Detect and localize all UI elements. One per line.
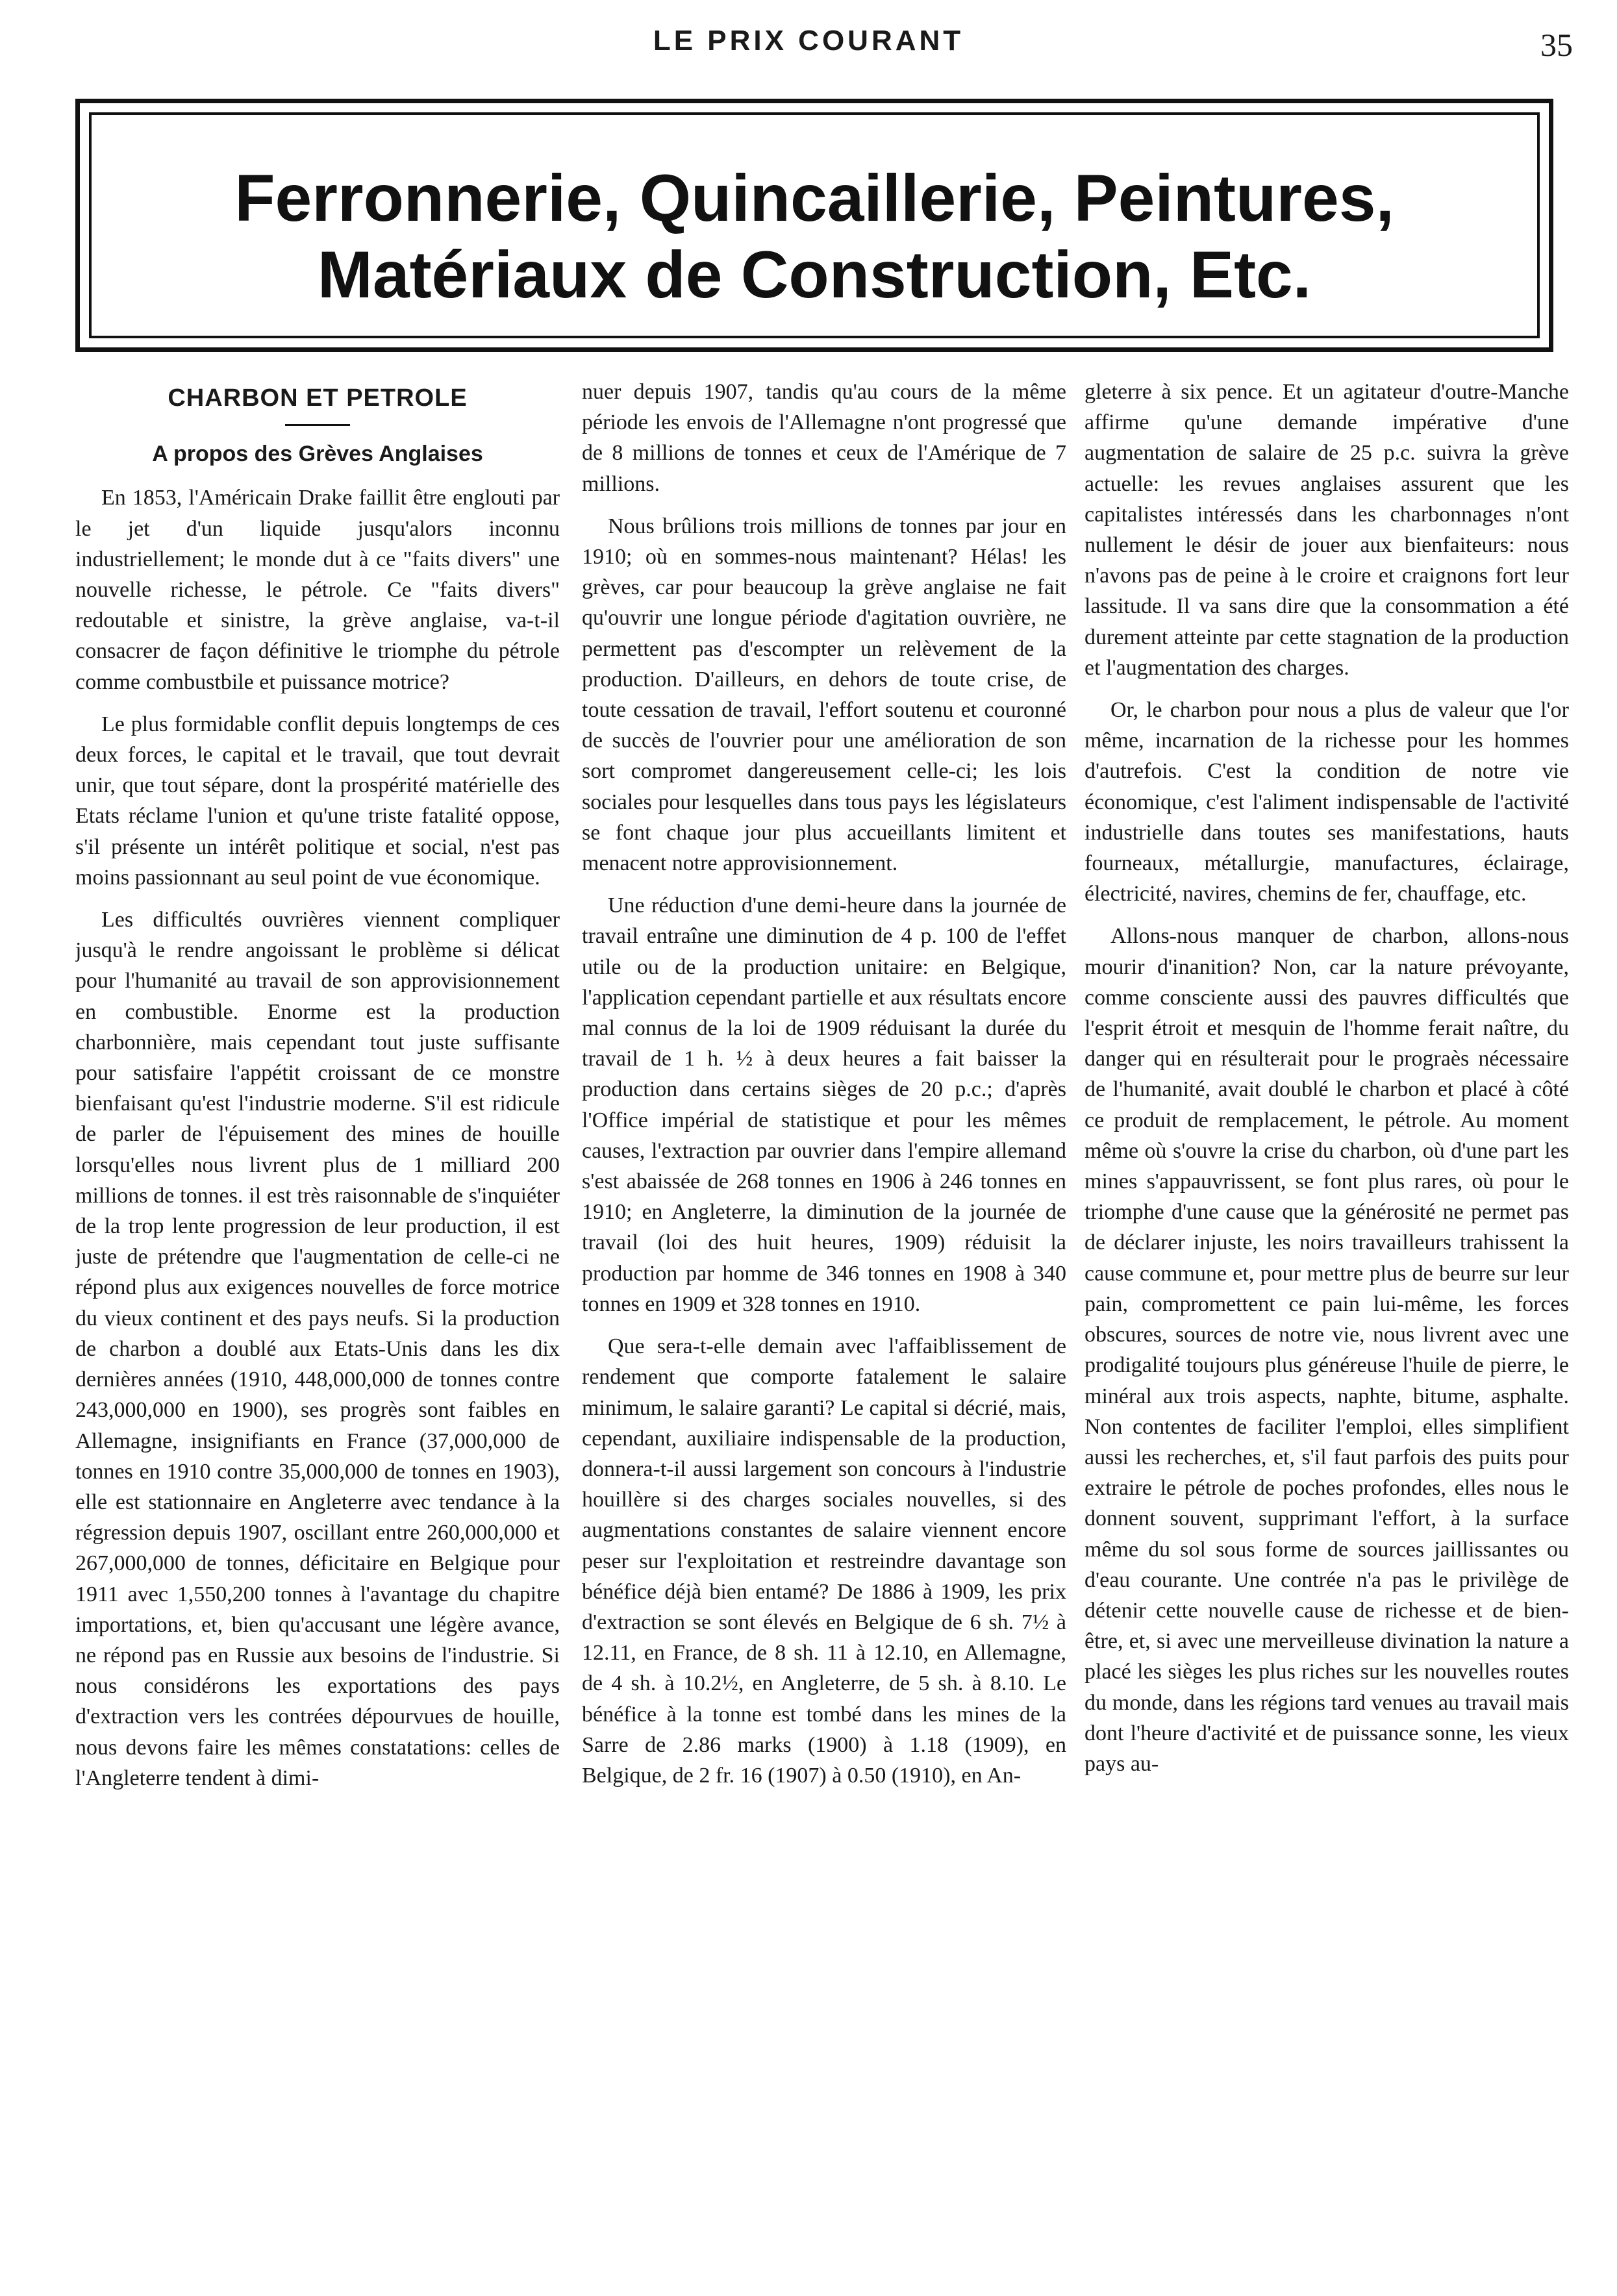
paragraph: Or, le charbon pour nous a plus de valeur que l'or même, incarnation de la richesse pour les hommes d'autrefois. C'est la condition de notre vie économique, c'est l'aliment indispensable de l'activité industrielle dans toutes ses manifestations, hauts fourneaux, métallurgie, manufactures, éclairage, électricité, navires, chemins de fer, chauffage, etc. (1084, 698, 1569, 906)
paragraph: Les difficultés ouvrières viennent compliquer jusqu'à le rendre angoissant le problème si délicat pour l'humanité au travail de son approvisionnement en combustible. Enorme est la production charbonnière, mais cependant tout juste suffisante pour satisfaire l'appétit croissant de ce monstre bienfaisant qu'est l'industrie moderne. S'il est ridicule de parler de l'épuisement des mines de houille lorsqu'elles nous livrent plus de 1 milliard 200 millions de tonnes. il est très raisonnable de s'inquiéter de la trop lente progression de leur production, il est juste de prétendre que l'augmentation de celle-ci ne répond plus aux exigences nouvelles de force motrice du vieux continent et des pays neufs. Si la production de charbon a doublé aux Etats-Unis dans les dix dernières années (1910, 448,000,000 de tonnes contre 243,000,000 en 1900), ses progrès sont faibles en Allemagne, insignifiants en France (37,000,000 de tonnes en 1910 contre 35,000,000 de tonnes en 1903), elle est stationnaire en Angleterre avec tendance à la régression depuis 1907, oscillant entre 260,000,000 et 267,000,000 de tonnes, déficitaire en Belgique pour 1911 avec 1,550,200 tonnes à l'avantage du chapitre importations, et, bien qu'accusant une légère avance, ne répond pas en Russie aux besoins de l'industrie. Si nous considérons les exportations des pays d'extraction vers les contrées dépourvues de houille, nous devons faire les mêmes constatations: celles de l'Angleterre tendent à dimi- (75, 908, 560, 1790)
paragraph: Le plus formidable conflit depuis longtemps de ces deux forces, le capital et le travail, que tout devrait unir, que tout sépare, dont la prospérité matérielle des Etats réclame l'union et qu'une triste fatalité oppose, s'il présente un intérêt politique et social, n'est pas moins passionnant au seul point de vue économique. (75, 712, 560, 890)
article-subheading: A propos des Grèves Anglaises (152, 442, 483, 467)
banner-title-line-1: Ferronnerie, Quincaillerie, Peintures, (234, 161, 1394, 235)
article-column-3 (1084, 377, 1569, 2247)
article-column-1 (75, 377, 560, 2247)
page-number: 35 (1540, 27, 1573, 63)
paragraph: En 1853, l'Américain Drake faillit être englouti par le jet d'un liquide jusqu'alors inconnu industriellement; le monde dut à ce "faits divers" une nouvelle richesse, le pétrole. Ce "faits divers" redoutable et sinistre, la grève anglaise, va-t-il consacrer de façon définitive le triomphe du pétrole comme combustbile et puissance motrice? (75, 486, 560, 694)
title-banner (75, 99, 1553, 352)
paragraph-continued: gleterre à six pence. Et un agitateur d'outre-Manche affirme qu'une demande impérative d'une augmentation de salaire de 25 p.c. suivra la grève actuelle: les revues anglaises assurent que les capitalistes intéressés dans les charbonnages n'ont nullement le désir de jouer aux bienfaiteurs: nous n'avons pas de peine à le croire et craignons fort leur lassitude. Il va sans dire que la consommation a été durement atteinte par cette stagnation de la production et l'augmentation des charges. (1084, 380, 1569, 680)
paragraph: Nous brûlions trois millions de tonnes par jour en 1910; où en sommes-nous maintenant? Hélas! les grèves, car pour beaucoup la grève anglaise ne fait qu'ouvrir une longue période d'agitation ouvrière, ne permettent pas d'escompter un relèvement de la production. D'ailleurs, en dehors de toute crise, de toute cessation de travail, l'effort soutenu et couronné de succès de l'ouvrier pour une amélioration de son sort compromet dangereusement celle-ci; les lois sociales pour lesquelles dans tous pays les législateurs se font chaque jour plus accueillants limitent et menacent notre approvisionnement. (582, 514, 1066, 876)
paragraph-continued: nuer depuis 1907, tandis qu'au cours de la même période les envois de l'Allemagne n'ont progressé que de 8 millions de tonnes et ceux de l'Amérique de 7 millions. (582, 380, 1066, 496)
article-heading: CHARBON ET PETROLE (168, 384, 468, 412)
article-column-2 (582, 377, 1066, 2247)
paragraph: Que sera-t-elle demain avec l'affaiblissement de rendement que comporte fatalement le salaire minimum, le salaire garanti? Le capital si décrié, mais, cependant, auxiliaire indispensable de la production, donnera-t-il aussi largement son concours à l'industrie houillère si des charges sociales nouvelles, si des augmentations constantes de salaire viennent encore peser sur l'exploitation et restreindre davantage son bénéfice déjà bien entamé? De 1886 à 1909, les prix d'extraction se sont élevés en Belgique de 6 sh. 7½ à 12.11, en France, de 8 sh. 11 à 12.10, en Allemagne, de 4 sh. à 10.2½, en Angleterre, de 5 sh. à 8.10. Le bénéfice à la tonne est tombé dans les mines de la Sarre de 2.86 marks (1900) à 1.18 (1909), en Belgique, de 2 fr. 16 (1907) à 0.50 (1910), en An- (582, 1334, 1066, 1788)
heading-rule (285, 424, 350, 426)
banner-title-line-2: Matériaux de Construction, Etc. (317, 238, 1312, 312)
title-banner-inner-border (89, 112, 1540, 338)
paragraph: Une réduction d'une demi-heure dans la journée de travail entraîne une diminution de 4 p. 100 de l'effet utile ou de la production unitaire: en Belgique, l'application cependant partielle et aux résultats encore mal connus de la loi de 1909 réduisant la durée du travail de 1 h. ½ à deux heures a fait baisser la production dans certains sièges de 20 p.c.; d'après l'Office impérial de statistique et pour les mêmes causes, l'extraction par ouvrier dans l'empire allemand s'est abaissée de 268 tonnes en 1906 à 246 tonnes en 1910; en Angleterre, la diminution de la journée de travail (loi des huit heures, 1909) réduisit la production par homme de 346 tonnes en 1908 à 340 tonnes en 1909 et 328 tonnes en 1910. (582, 893, 1066, 1316)
paragraph: Allons-nous manquer de charbon, allons-nous mourir d'inanition? Non, car la nature prévoyante, comme consciente aussi des pauvres difficultés que l'esprit étroit et mesquin de l'homme ferait naître, du danger qui en résulterait pour le prograès nécessaire de l'humanité, avait doublé le charbon et placé à côté ce produit de remplacement, le pétrole. Au moment même où s'ouvre la crise du charbon, où d'une part les mines s'appauvrissent, se font plus rares, où pour le triomphe d'une cause que la générosité ne permet pas de déclarer injuste, les noirs travailleurs trahissent la cause commune et, pour mettre plus de beurre sur leur pain, compromettent ce pain lui-même, les forces obscures, sources de notre vie, nous livrent avec une prodigalité toujours plus généreuse l'huile de pierre, le minéral aux trois aspects, naphte, bitume, asphalte. Non contentes de faciliter l'emploi, elles simplifient aussi les recherches, et, s'il faut parfois des puits pour extraire le pétrole de poches profondes, elles nous le donnent souvent, supprimant l'effort, à la surface même du sol sous forme de sources jaillissantes ou d'eau courante. Une contrée n'a pas le privilège de détenir cette nouvelle cause de richesse et de bien-être, et, si avec une merveilleuse divination la nature a placé les sièges les plus riches sur les nouvelles routes du monde, dans les régions tard venues au travail mais dont l'heure d'activité et de puissance sonne, les vieux pays au- (1084, 924, 1569, 1776)
running-head: LE PRIX COURANT (653, 25, 964, 56)
